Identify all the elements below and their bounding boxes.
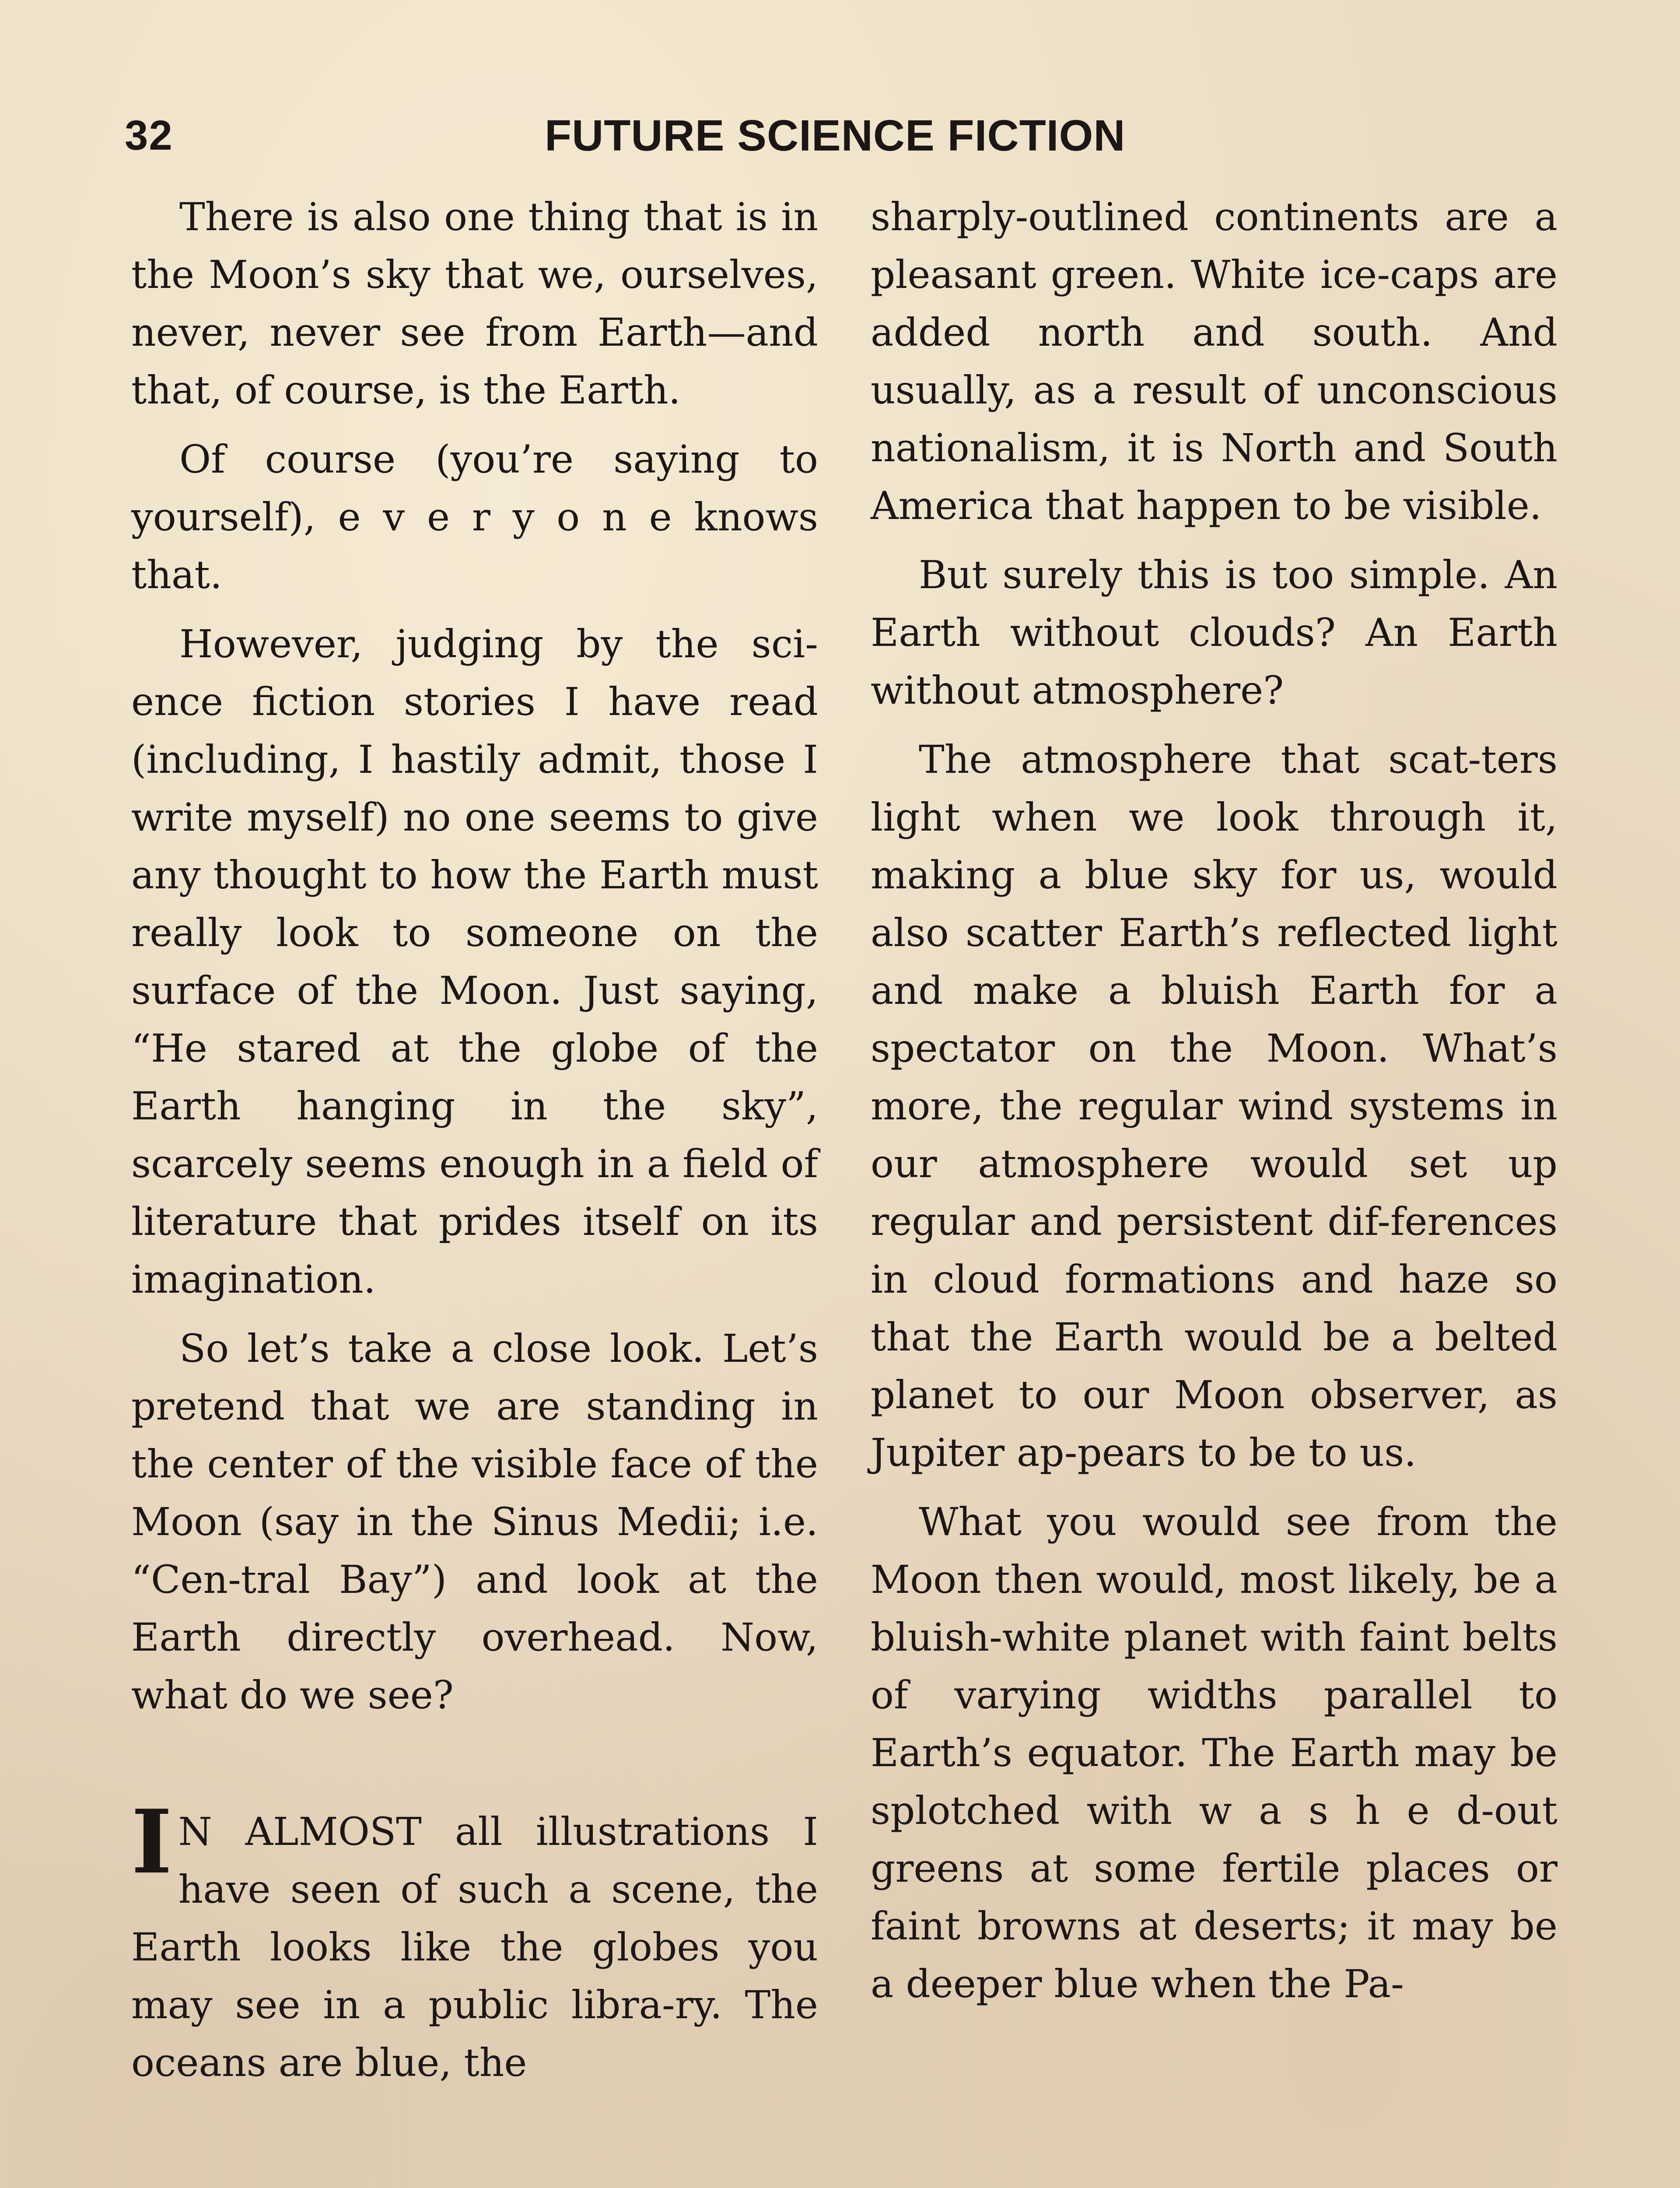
paragraph: Of course (you’re saying to yourself), e v e r y o n e knows that.	[131, 437, 818, 597]
page-number: 32	[125, 112, 173, 159]
section-opening-paragraph	[131, 1791, 818, 2092]
paragraph: But surely this is too simple. An Earth without clouds? An Earth without atmosphere?	[871, 552, 1558, 713]
paragraph: The atmosphere that scat-ters light when we look through it, making a blue sky for us, would also scatter Earth’s reflected light and make a bluish Earth for a spectator on the Moon. What’s more, the regular wind systems in our atmosphere would set up regular and persistent dif-ferences in cloud formations and haze so that the Earth would be a belted planet to our Moon observer, as Jupiter ap-pears to be to us.	[871, 737, 1558, 1475]
running-head	[125, 103, 1568, 168]
drop-cap: I	[131, 1791, 172, 1893]
magazine-title: FUTURE SCIENCE FICTION	[545, 111, 1126, 160]
paragraph: However, judging by the sci-ence fiction stories I have read (including, I hastily admit, those I write myself) no one seems to give any thought to how the Earth must really look to someone on the surface of the Moon. Just saying, “He stared at the globe of the Earth hanging in the sky”, scarcely seems enough in a field of literature that prides itself on its imagination.	[131, 621, 818, 1302]
paragraph: There is also one thing that is in the Moon’s sky that we, ourselves, never, never see from Earth—and that, of course, is the Earth.	[131, 194, 818, 413]
paragraph: What you would see from the Moon then would, most likely, be a bluish-white planet with faint belts of varying widths parallel to Earth’s equator. The Earth may be splotched with w a s h e d-out greens at some fertile places or faint browns at deserts; it may be a deeper blue when the Pa-	[871, 1499, 1558, 2006]
paragraph-text: N ALMOST all illustrations I have seen of such a scene, the Earth looks like the globes you may see in a public libra-ry. The oceans are blue, the	[131, 1809, 818, 2085]
right-column	[871, 188, 1558, 2024]
left-column	[131, 188, 818, 2103]
paragraph: sharply-outlined continents are a pleasant green. White ice-caps are added north and south. And usually, as a result of unconscious nationalism, it is North and South America that happen to be visible.	[871, 194, 1558, 528]
paragraph: So let’s take a close look. Let’s pretend that we are standing in the center of the visible face of the Moon (say in the Sinus Medii; i.e. “Cen-tral Bay”) and look at the Earth directly overhead. Now, what do we see?	[131, 1326, 818, 1718]
